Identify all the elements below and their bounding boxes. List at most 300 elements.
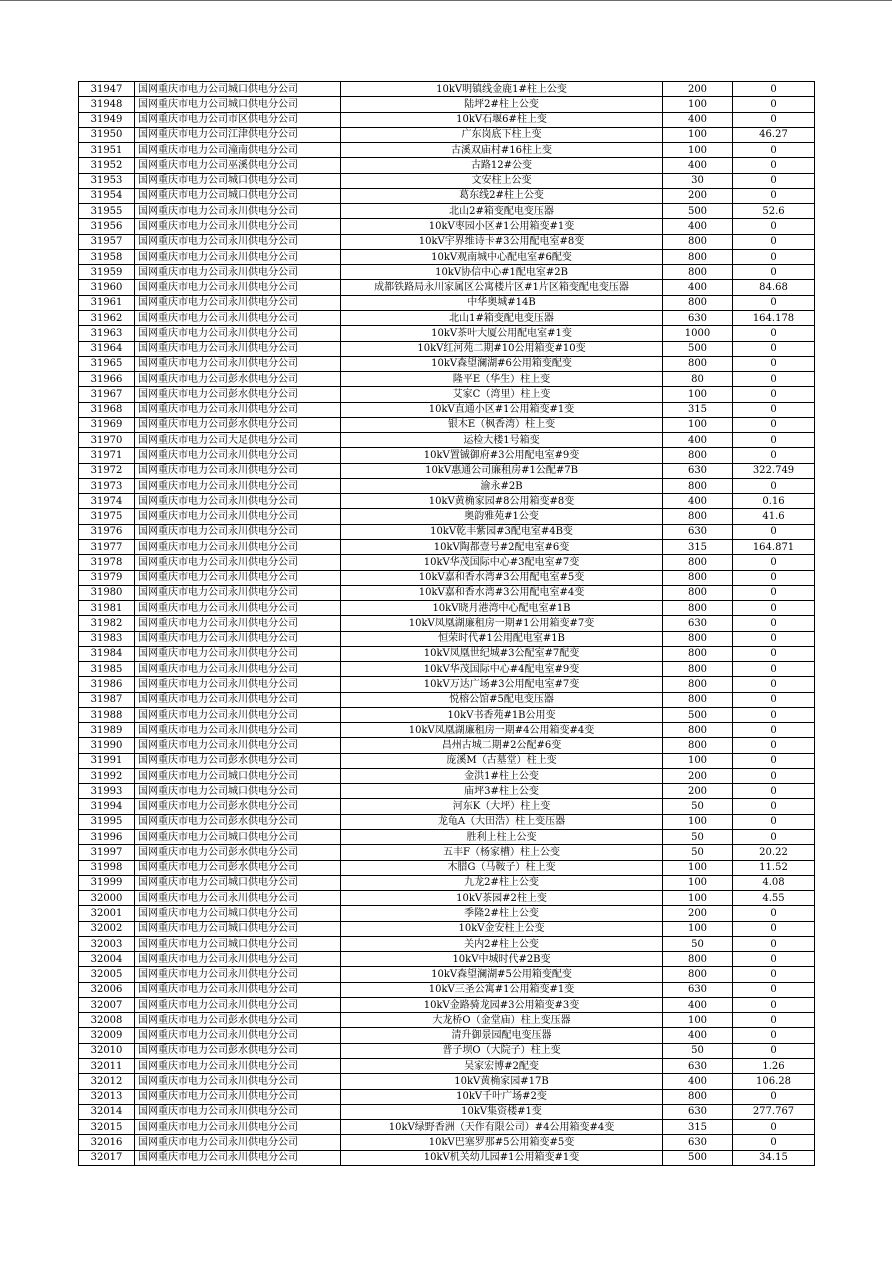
capacity-cell: 500 (663, 707, 733, 722)
station-name-cell: 隆平E（华生）柱上变 (341, 372, 663, 387)
value-cell: 0 (733, 1120, 815, 1135)
company-cell: 国网重庆市电力公司永川供电分公司 (135, 1059, 341, 1074)
station-name-cell: 陆坪2#柱上公变 (341, 97, 663, 112)
company-cell: 国网重庆市电力公司永川供电分公司 (135, 555, 341, 570)
company-cell: 国网重庆市电力公司彭水供电分公司 (135, 814, 341, 829)
station-name-cell: 10kV晓月港湾中心配电室#1B (341, 601, 663, 616)
station-name-cell: 10kV明镇线金鹿1#柱上公变 (341, 82, 663, 97)
row-id-cell: 31999 (79, 875, 135, 890)
value-cell: 0 (733, 326, 815, 341)
company-cell: 国网重庆市电力公司永川供电分公司 (135, 1104, 341, 1119)
value-cell: 0 (733, 143, 815, 158)
company-cell: 国网重庆市电力公司永川供电分公司 (135, 402, 341, 417)
table-row (79, 478, 815, 493)
company-cell: 国网重庆市电力公司城口供电分公司 (135, 906, 341, 921)
table-row (79, 570, 815, 585)
value-cell: 0 (733, 188, 815, 203)
station-name-cell: 胜利上柱上公变 (341, 830, 663, 845)
capacity-cell: 630 (663, 1104, 733, 1119)
company-cell: 国网重庆市电力公司永川供电分公司 (135, 891, 341, 906)
capacity-cell: 630 (663, 1135, 733, 1150)
table-row (79, 631, 815, 646)
station-name-cell: 10kV茶园#2柱上变 (341, 891, 663, 906)
row-id-cell: 31985 (79, 662, 135, 677)
capacity-cell: 400 (663, 158, 733, 173)
row-id-cell: 31974 (79, 494, 135, 509)
station-name-cell: 大龙桥O（金堂庙）柱上变压器 (341, 1013, 663, 1028)
value-cell: 20.22 (733, 845, 815, 860)
row-id-cell: 31987 (79, 692, 135, 707)
table-row (79, 341, 815, 356)
capacity-cell: 800 (663, 234, 733, 249)
company-cell: 国网重庆市电力公司永川供电分公司 (135, 295, 341, 310)
capacity-cell: 500 (663, 341, 733, 356)
capacity-cell: 800 (663, 692, 733, 707)
value-cell: 0 (733, 631, 815, 646)
row-id-cell: 32012 (79, 1074, 135, 1089)
table-row (79, 112, 815, 127)
table-row (79, 219, 815, 234)
capacity-cell: 100 (663, 127, 733, 142)
company-cell: 国网重庆市电力公司永川供电分公司 (135, 585, 341, 600)
station-name-cell: 10kV中城时代#2B变 (341, 952, 663, 967)
table-row (79, 417, 815, 432)
table-row (79, 967, 815, 982)
row-id-cell: 31953 (79, 173, 135, 188)
company-cell: 国网重庆市电力公司永川供电分公司 (135, 997, 341, 1012)
value-cell: 106.28 (733, 1074, 815, 1089)
value-cell: 0 (733, 402, 815, 417)
value-cell: 0 (733, 295, 815, 310)
company-cell: 国网重庆市电力公司永川供电分公司 (135, 982, 341, 997)
station-name-cell: 10kV惠通公司廉租房#1公配#7B (341, 463, 663, 478)
row-id-cell: 31997 (79, 845, 135, 860)
capacity-cell: 400 (663, 433, 733, 448)
table-row (79, 356, 815, 371)
table-row (79, 234, 815, 249)
station-name-cell: 10kV华茂国际中心#4配电室#9变 (341, 662, 663, 677)
capacity-cell: 800 (663, 952, 733, 967)
company-cell: 国网重庆市电力公司城口供电分公司 (135, 784, 341, 799)
company-cell: 国网重庆市电力公司城口供电分公司 (135, 173, 341, 188)
station-name-cell: 10kV嘉和香水湾#3公用配电室#5变 (341, 570, 663, 585)
company-cell: 国网重庆市电力公司彭水供电分公司 (135, 753, 341, 768)
company-cell: 国网重庆市电力公司永川供电分公司 (135, 570, 341, 585)
table-row (79, 1135, 815, 1150)
value-cell: 0 (733, 1013, 815, 1028)
table-row (79, 799, 815, 814)
capacity-cell: 800 (663, 249, 733, 264)
capacity-cell: 1000 (663, 326, 733, 341)
value-cell: 0 (733, 448, 815, 463)
station-name-cell: 金洪1#柱上公变 (341, 768, 663, 783)
table-row (79, 585, 815, 600)
station-name-cell: 广东岗底下柱上变 (341, 127, 663, 142)
capacity-cell: 800 (663, 295, 733, 310)
value-cell: 0 (733, 234, 815, 249)
table-row (79, 1028, 815, 1043)
table-body (79, 82, 815, 1166)
capacity-cell: 630 (663, 1059, 733, 1074)
row-id-cell: 31967 (79, 387, 135, 402)
row-id-cell: 32014 (79, 1104, 135, 1119)
row-id-cell: 31968 (79, 402, 135, 417)
capacity-cell: 800 (663, 601, 733, 616)
row-id-cell: 32007 (79, 997, 135, 1012)
table-row (79, 97, 815, 112)
capacity-cell: 800 (663, 509, 733, 524)
station-name-cell: 10kV绿野香洲（天作有限公司）#4公用箱变#4变 (341, 1120, 663, 1135)
company-cell: 国网重庆市电力公司永川供电分公司 (135, 280, 341, 295)
table-row (79, 1059, 815, 1074)
value-cell: 0 (733, 601, 815, 616)
row-id-cell: 31959 (79, 265, 135, 280)
row-id-cell: 31990 (79, 738, 135, 753)
row-id-cell: 31954 (79, 188, 135, 203)
row-id-cell: 32017 (79, 1150, 135, 1165)
capacity-cell: 500 (663, 1150, 733, 1165)
company-cell: 国网重庆市电力公司巫溪供电分公司 (135, 158, 341, 173)
value-cell: 4.55 (733, 891, 815, 906)
station-name-cell: 10kV森望澜湖#5公用箱变配变 (341, 967, 663, 982)
table-row (79, 830, 815, 845)
station-name-cell: 北山1#箱变配电变压器 (341, 310, 663, 325)
capacity-cell: 100 (663, 753, 733, 768)
company-cell: 国网重庆市电力公司永川供电分公司 (135, 1074, 341, 1089)
station-name-cell: 奥韵雅苑#1公变 (341, 509, 663, 524)
table-row (79, 677, 815, 692)
row-id-cell: 31978 (79, 555, 135, 570)
row-id-cell: 32015 (79, 1120, 135, 1135)
value-cell: 0 (733, 738, 815, 753)
station-name-cell: 葛东线2#柱上公变 (341, 188, 663, 203)
table-row (79, 952, 815, 967)
capacity-cell: 50 (663, 1043, 733, 1058)
station-name-cell: 10kV金路骑龙园#3公用箱变#3变 (341, 997, 663, 1012)
company-cell: 国网重庆市电力公司市区供电分公司 (135, 112, 341, 127)
capacity-cell: 400 (663, 219, 733, 234)
capacity-cell: 400 (663, 280, 733, 295)
value-cell: 0 (733, 952, 815, 967)
table-row (79, 1043, 815, 1058)
row-id-cell: 31961 (79, 295, 135, 310)
capacity-cell: 400 (663, 112, 733, 127)
capacity-cell: 200 (663, 784, 733, 799)
station-name-cell: 10kV红河苑二期#10公用箱变#10变 (341, 341, 663, 356)
capacity-cell: 100 (663, 143, 733, 158)
capacity-cell: 800 (663, 448, 733, 463)
value-cell: 0 (733, 662, 815, 677)
company-cell: 国网重庆市电力公司永川供电分公司 (135, 1028, 341, 1043)
company-cell: 国网重庆市电力公司永川供电分公司 (135, 707, 341, 722)
table-row (79, 891, 815, 906)
table-row (79, 1150, 815, 1165)
station-name-cell: 10kV置铖御府#3公用配电室#9变 (341, 448, 663, 463)
row-id-cell: 32000 (79, 891, 135, 906)
station-name-cell: 悦榕公馆#5配电变压器 (341, 692, 663, 707)
value-cell: 84.68 (733, 280, 815, 295)
value-cell: 0 (733, 265, 815, 280)
row-id-cell: 31981 (79, 601, 135, 616)
company-cell: 国网重庆市电力公司永川供电分公司 (135, 341, 341, 356)
station-name-cell: 10kV乾丰紫园#3配电室#4B变 (341, 524, 663, 539)
capacity-cell: 100 (663, 97, 733, 112)
capacity-cell: 800 (663, 265, 733, 280)
value-cell: 322.749 (733, 463, 815, 478)
company-cell: 国网重庆市电力公司永川供电分公司 (135, 509, 341, 524)
table-row (79, 707, 815, 722)
value-cell: 0 (733, 707, 815, 722)
row-id-cell: 31955 (79, 204, 135, 219)
row-id-cell: 31972 (79, 463, 135, 478)
capacity-cell: 800 (663, 1089, 733, 1104)
station-name-cell: 庞溪M（古墓堂）柱上变 (341, 753, 663, 768)
station-name-cell: 北山2#箱变配电变压器 (341, 204, 663, 219)
row-id-cell: 31950 (79, 127, 135, 142)
company-cell: 国网重庆市电力公司城口供电分公司 (135, 82, 341, 97)
capacity-cell: 100 (663, 417, 733, 432)
value-cell: 52.6 (733, 204, 815, 219)
capacity-cell: 630 (663, 310, 733, 325)
company-cell: 国网重庆市电力公司永川供电分公司 (135, 1120, 341, 1135)
row-id-cell: 32004 (79, 952, 135, 967)
station-name-cell: 古溪双庙村#16柱上变 (341, 143, 663, 158)
capacity-cell: 800 (663, 662, 733, 677)
row-id-cell: 31994 (79, 799, 135, 814)
table-row (79, 601, 815, 616)
value-cell: 0 (733, 555, 815, 570)
table-row (79, 936, 815, 951)
table-row (79, 784, 815, 799)
value-cell: 0 (733, 1043, 815, 1058)
row-id-cell: 31991 (79, 753, 135, 768)
table-row (79, 1074, 815, 1089)
row-id-cell: 31984 (79, 646, 135, 661)
capacity-cell: 630 (663, 524, 733, 539)
row-id-cell: 31964 (79, 341, 135, 356)
capacity-cell: 50 (663, 830, 733, 845)
row-id-cell: 31998 (79, 860, 135, 875)
company-cell: 国网重庆市电力公司城口供电分公司 (135, 188, 341, 203)
company-cell: 国网重庆市电力公司永川供电分公司 (135, 952, 341, 967)
table-row (79, 906, 815, 921)
row-id-cell: 31951 (79, 143, 135, 158)
company-cell: 国网重庆市电力公司永川供电分公司 (135, 631, 341, 646)
company-cell: 国网重庆市电力公司永川供电分公司 (135, 539, 341, 554)
company-cell: 国网重庆市电力公司大足供电分公司 (135, 433, 341, 448)
row-id-cell: 31969 (79, 417, 135, 432)
capacity-cell: 800 (663, 478, 733, 493)
row-id-cell: 32009 (79, 1028, 135, 1043)
table-row (79, 127, 815, 142)
company-cell: 国网重庆市电力公司城口供电分公司 (135, 97, 341, 112)
value-cell: 0.16 (733, 494, 815, 509)
capacity-cell: 500 (663, 204, 733, 219)
company-cell: 国网重庆市电力公司永川供电分公司 (135, 310, 341, 325)
table-row (79, 265, 815, 280)
company-cell: 国网重庆市电力公司江津供电分公司 (135, 127, 341, 142)
row-id-cell: 31979 (79, 570, 135, 585)
table-row (79, 738, 815, 753)
station-name-cell: 10kV黄桷家园#17B (341, 1074, 663, 1089)
capacity-cell: 315 (663, 1120, 733, 1135)
table-row (79, 494, 815, 509)
station-name-cell: 10kV金安柱上公变 (341, 921, 663, 936)
table-row (79, 982, 815, 997)
table-row (79, 280, 815, 295)
company-cell: 国网重庆市电力公司城口供电分公司 (135, 921, 341, 936)
company-cell: 国网重庆市电力公司城口供电分公司 (135, 830, 341, 845)
row-id-cell: 31988 (79, 707, 135, 722)
station-name-cell: 龙龟A（大田浩）柱上变压器 (341, 814, 663, 829)
station-name-cell: 10kV凤凰湖廉租房一期#4公用箱变#4变 (341, 723, 663, 738)
station-name-cell: 10kV陶都壹号#2配电室#6变 (341, 539, 663, 554)
station-name-cell: 10kV巴塞罗那#5公用箱变#5变 (341, 1135, 663, 1150)
table-row (79, 326, 815, 341)
row-id-cell: 31966 (79, 372, 135, 387)
row-id-cell: 32016 (79, 1135, 135, 1150)
station-name-cell: 10kV宇界维诗卡#3公用配电室#8变 (341, 234, 663, 249)
value-cell: 0 (733, 1089, 815, 1104)
station-name-cell: 庙坪3#柱上公变 (341, 784, 663, 799)
station-name-cell: 文安柱上公变 (341, 173, 663, 188)
station-name-cell: 古路12#公变 (341, 158, 663, 173)
row-id-cell: 31996 (79, 830, 135, 845)
table-row (79, 1089, 815, 1104)
capacity-cell: 800 (663, 967, 733, 982)
value-cell: 11.52 (733, 860, 815, 875)
company-cell: 国网重庆市电力公司彭水供电分公司 (135, 1043, 341, 1058)
table-row (79, 463, 815, 478)
station-name-cell: 10kV黄桷家园#8公用箱变#8变 (341, 494, 663, 509)
value-cell: 0 (733, 921, 815, 936)
value-cell: 0 (733, 982, 815, 997)
value-cell: 0 (733, 616, 815, 631)
capacity-cell: 800 (663, 570, 733, 585)
table-row (79, 372, 815, 387)
company-cell: 国网重庆市电力公司永川供电分公司 (135, 219, 341, 234)
capacity-cell: 100 (663, 814, 733, 829)
table-row (79, 1104, 815, 1119)
station-name-cell: 10kV集资楼#1变 (341, 1104, 663, 1119)
company-cell: 国网重庆市电力公司永川供电分公司 (135, 1150, 341, 1165)
row-id-cell: 31970 (79, 433, 135, 448)
company-cell: 国网重庆市电力公司彭水供电分公司 (135, 387, 341, 402)
table-row (79, 921, 815, 936)
value-cell: 0 (733, 784, 815, 799)
table-row (79, 768, 815, 783)
value-cell: 0 (733, 753, 815, 768)
capacity-cell: 800 (663, 723, 733, 738)
station-name-cell: 10kV华茂国际中心#3配电室#7变 (341, 555, 663, 570)
capacity-cell: 50 (663, 936, 733, 951)
row-id-cell: 31973 (79, 478, 135, 493)
capacity-cell: 630 (663, 982, 733, 997)
value-cell: 0 (733, 478, 815, 493)
capacity-cell: 100 (663, 921, 733, 936)
company-cell: 国网重庆市电力公司永川供电分公司 (135, 265, 341, 280)
row-id-cell: 31956 (79, 219, 135, 234)
table-row (79, 1013, 815, 1028)
value-cell: 0 (733, 677, 815, 692)
company-cell: 国网重庆市电力公司永川供电分公司 (135, 1089, 341, 1104)
value-cell: 0 (733, 906, 815, 921)
station-name-cell: 10kV观南城中心配电室#6配变 (341, 249, 663, 264)
company-cell: 国网重庆市电力公司永川供电分公司 (135, 662, 341, 677)
station-name-cell: 成都铁路局永川家属区公寓楼片区#1片区箱变配电变压器 (341, 280, 663, 295)
value-cell: 0 (733, 814, 815, 829)
value-cell: 0 (733, 830, 815, 845)
value-cell: 0 (733, 692, 815, 707)
company-cell: 国网重庆市电力公司永川供电分公司 (135, 448, 341, 463)
value-cell: 0 (733, 967, 815, 982)
table-row (79, 158, 815, 173)
value-cell: 0 (733, 585, 815, 600)
table-row (79, 539, 815, 554)
station-name-cell: 五丰F（杨家槽）柱上公变 (341, 845, 663, 860)
row-id-cell: 32005 (79, 967, 135, 982)
capacity-cell: 800 (663, 585, 733, 600)
company-cell: 国网重庆市电力公司永川供电分公司 (135, 738, 341, 753)
capacity-cell: 800 (663, 356, 733, 371)
value-cell: 0 (733, 341, 815, 356)
capacity-cell: 200 (663, 82, 733, 97)
value-cell: 0 (733, 387, 815, 402)
company-cell: 国网重庆市电力公司永川供电分公司 (135, 234, 341, 249)
company-cell: 国网重庆市电力公司彭水供电分公司 (135, 1013, 341, 1028)
table-row (79, 753, 815, 768)
company-cell: 国网重庆市电力公司彭水供电分公司 (135, 860, 341, 875)
capacity-cell: 630 (663, 463, 733, 478)
station-name-cell: 10kV茶叶大厦公用配电室#1变 (341, 326, 663, 341)
company-cell: 国网重庆市电力公司彭水供电分公司 (135, 372, 341, 387)
row-id-cell: 31975 (79, 509, 135, 524)
value-cell: 0 (733, 82, 815, 97)
value-cell: 46.27 (733, 127, 815, 142)
row-id-cell: 31958 (79, 249, 135, 264)
row-id-cell: 32008 (79, 1013, 135, 1028)
table-row (79, 310, 815, 325)
value-cell: 0 (733, 997, 815, 1012)
station-name-cell: 运检大楼1号箱变 (341, 433, 663, 448)
row-id-cell: 31957 (79, 234, 135, 249)
table-row (79, 295, 815, 310)
row-id-cell: 32011 (79, 1059, 135, 1074)
capacity-cell: 200 (663, 768, 733, 783)
row-id-cell: 31976 (79, 524, 135, 539)
table-row (79, 433, 815, 448)
table-row (79, 555, 815, 570)
row-id-cell: 32003 (79, 936, 135, 951)
row-id-cell: 31995 (79, 814, 135, 829)
station-name-cell: 渝永#2B (341, 478, 663, 493)
table-row (79, 82, 815, 97)
value-cell: 0 (733, 433, 815, 448)
company-cell: 国网重庆市电力公司永川供电分公司 (135, 967, 341, 982)
station-name-cell: 10kV协信中心#1配电室#2B (341, 265, 663, 280)
row-id-cell: 32013 (79, 1089, 135, 1104)
capacity-cell: 200 (663, 188, 733, 203)
company-cell: 国网重庆市电力公司永川供电分公司 (135, 326, 341, 341)
table-row (79, 143, 815, 158)
table-row (79, 860, 815, 875)
station-name-cell: 10kV三圣公寓#1公用箱变#1变 (341, 982, 663, 997)
data-table (78, 81, 815, 1166)
table-row (79, 723, 815, 738)
company-cell: 国网重庆市电力公司永川供电分公司 (135, 249, 341, 264)
station-name-cell: 10kV石堰6#柱上变 (341, 112, 663, 127)
capacity-cell: 400 (663, 997, 733, 1012)
